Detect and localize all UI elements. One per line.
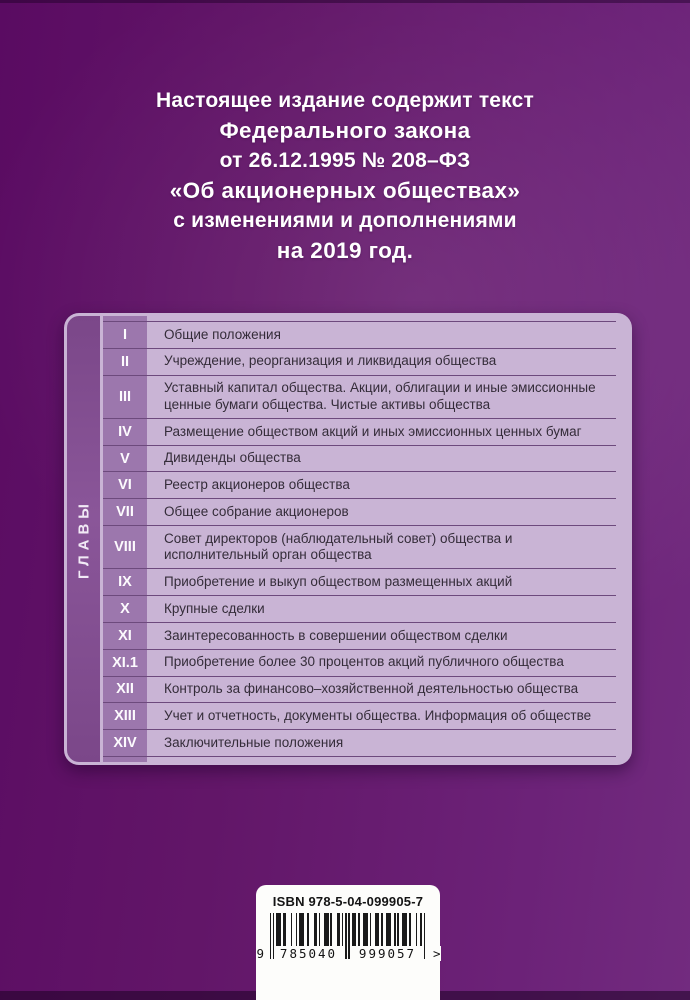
chapter-row [103, 525, 616, 568]
chapter-number: XIV [113, 735, 137, 752]
chapter-title: Общие положения [164, 326, 281, 342]
chapter-row [103, 702, 616, 729]
chapter-row [103, 348, 616, 375]
chapter-title: Реестр акционеров общества [164, 477, 350, 493]
chapter-number: VII [116, 504, 134, 521]
chapter-title: Контроль за финансово–хозяйственной деятельностью общества [164, 681, 579, 697]
chapter-title: Приобретение более 30 процентов акций публичного общества [164, 654, 564, 670]
chapter-row [103, 418, 616, 445]
chapter-title: Приобретение и выкуп обществом размещенных акций [164, 574, 513, 590]
chapter-row [103, 375, 616, 418]
chapter-number: IX [118, 574, 132, 591]
barcode-digits [257, 946, 441, 961]
barcode-box [256, 885, 440, 1000]
barcode-digit-group: 785040 [275, 946, 343, 961]
chapter-number: X [120, 601, 130, 618]
chapter-title: Совет директоров (наблюдательный совет) общества и исполнительный орган общества [164, 530, 513, 563]
chapter-number: XII [116, 681, 134, 698]
barcode-digit-group: 9 [256, 946, 265, 961]
intro-line: «Об акционерных обществах» [169, 178, 521, 203]
chapter-row [103, 676, 616, 703]
chapter-row [103, 595, 616, 622]
chapters-side-strip [67, 316, 100, 762]
intro-line: на 2019 год. [276, 238, 414, 263]
chapter-row [103, 321, 616, 348]
chapters-panel [64, 313, 632, 765]
chapter-title: Общее собрание акционеров [164, 503, 349, 519]
chapter-title: Заинтересованность в совершении обществом сделки [164, 627, 508, 643]
ean13-barcode [256, 913, 441, 961]
chapters-side-label: ГЛАВЫ [75, 498, 92, 580]
chapter-title: Крупные сделки [164, 600, 265, 616]
chapter-number: XIII [114, 708, 136, 725]
barcode-digit-group: > [432, 946, 441, 961]
chapter-title: Дивиденды общества [164, 450, 301, 466]
chapter-row [103, 471, 616, 498]
chapter-row [103, 649, 616, 676]
intro-line: от 26.12.1995 № 208–ФЗ [219, 149, 471, 172]
chapter-row [103, 445, 616, 472]
chapter-number: III [118, 388, 132, 405]
chapter-number: II [120, 353, 130, 370]
chapter-row [103, 498, 616, 525]
chapter-title: Уставный капитал общества. Акции, облигации и иные эмиссионные ценные бумаги общества. Чистые активы общества [164, 380, 596, 412]
intro-text [0, 86, 690, 266]
chapter-row [103, 568, 616, 595]
chapters-table [103, 316, 629, 762]
chapter-row [103, 622, 616, 649]
chapter-number: V [120, 450, 130, 467]
chapter-number: VI [118, 477, 132, 494]
chapter-number: I [122, 326, 128, 343]
chapter-number: XI.1 [112, 654, 138, 671]
chapter-row [103, 729, 616, 757]
chapter-number: XI [118, 627, 132, 644]
chapter-title: Учет и отчетность, документы общества. Информация об обществе [164, 708, 592, 723]
chapter-title: Размещение обществом акций и иных эмиссионных ценных бумаг [164, 423, 582, 439]
intro-line: с изменениями и дополнениями [173, 209, 517, 232]
chapter-number: IV [118, 423, 132, 440]
intro-line: Настоящее издание содержит текст [156, 89, 534, 112]
intro-line: Федерального закона [219, 118, 471, 143]
chapter-title: Заключительные положения [164, 734, 344, 750]
barcode-digit-group: 999057 [354, 946, 422, 961]
chapter-number: VIII [114, 539, 136, 556]
isbn-text: ISBN 978-5-04-099905-7 [272, 894, 424, 909]
chapter-title: Учреждение, реорганизация и ликвидация общества [164, 353, 497, 369]
chapter-rows [103, 316, 629, 762]
cover-top-shadow [0, 0, 690, 3]
